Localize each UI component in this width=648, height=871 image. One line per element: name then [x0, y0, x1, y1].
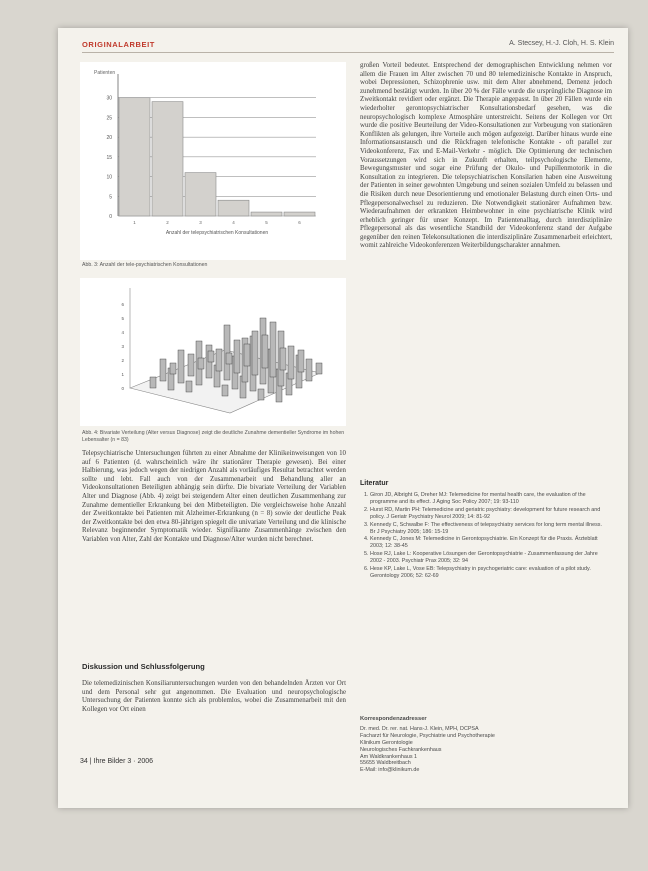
correspondence-line: Dr. med. Dr. rer. nat. Hans-J. Klein, MPH, DCPSA — [360, 725, 479, 732]
x-tick-label: 2 — [166, 220, 169, 225]
bar3d-column — [280, 348, 286, 370]
section-label: ORIGINALARBEIT — [82, 40, 155, 49]
z-tick-label: 1 — [121, 372, 124, 377]
z-tick-label: 0 — [121, 386, 124, 391]
y-tick-label: 20 — [106, 135, 112, 142]
bar3d-column — [216, 349, 222, 371]
x-tick-label: 4 — [232, 220, 235, 225]
reference-item: 1. Giron JD, Albright G, Dreher MJ: Telemedicine for mental health care, the evaluation of the programme and its effect. J Aging Soc Policy 2007; 19: 93-110 — [370, 492, 608, 506]
bar3d-column — [252, 331, 258, 375]
bar3d-column — [150, 377, 156, 388]
paragraph: Telepsychiatrische Untersuchungen führten zu einer Abnahme der Klinikeinweisungen von 10 auf 6 Patienten (d. wahrscheinlich wäre ihr stationärer Therapie gewesen). Bei einer Halbierung, was jedoch wegen der niedrigen Anzahl als vorläufiges Resultat betrachtet werden sollte und lebt. Fall auch von der Zusammenarbeit und Behandlung aller an Videokonsultationen Beteiligten abhängig sein dürfte. Die bivariate Verteilung der Variablen Alter und Diagnose (Abb. 4) zeigt bei steigendem Alter einen deutlichen Zusammenhang zur Zunahme dementieller Erkrankung bei den Mitbeteiligten. Die vergleichsweise hohe Anzahl der Zweitkontakte bei Patienten mit Alzheimer-Erkrankung (n = 8) sowie der deutliche Peak der Zweitkontakte bei den etwa 80-jährigen spiegelt die univariate Verteilung und die klinische Relevanz beginnender Symptomatik wieder. Signifikante Zusammenhänge zwischen den Variablen von Alter, Zahl der Kontakte und Diagnose/Alter wurden nicht berechnet. — [82, 450, 346, 543]
x-tick-label: 1 — [133, 220, 136, 225]
x-tick-label: 3 — [199, 220, 202, 225]
reference-item: 2. Hurst RD, Martin PH: Telemedicine and geriatric psychiatry: development for future research and policy. J Geriatr Psychiatry Neurol 2009; 14: 81-92 — [370, 507, 608, 521]
x-axis-title: Anzahl der telepsychiatrischen Konsultationen — [165, 230, 269, 236]
body-column-right — [360, 62, 612, 251]
bar3d-column — [170, 363, 176, 374]
figure-3 — [80, 62, 346, 260]
bar3d-column — [186, 381, 192, 392]
y-tick-label: 25 — [106, 115, 112, 122]
bar3d-column — [222, 385, 228, 396]
bar3d-column — [298, 350, 304, 372]
page-footer: 34 | Ihre Bilder 3 · 2006 — [80, 758, 154, 765]
references — [360, 492, 608, 581]
reference-item: 4. Kennedy C, Jones M: Telemedicine in Gerontopsychiatrie. Ein Konzept für die Praxis. Ärzteblatt 2003; 12: 38-45 — [370, 536, 608, 550]
body-column-left — [82, 450, 346, 545]
bar3d-column — [234, 340, 240, 373]
bar3d-column — [262, 335, 268, 368]
correspondence-line: Am Waldkrankenhaus 1 — [360, 753, 418, 760]
bar — [119, 98, 150, 216]
running-header — [82, 40, 614, 53]
correspondence-line: 55655 Waldbreitbach — [360, 760, 411, 767]
bar3d-column — [316, 363, 322, 374]
correspondence-line: Neurologisches Fachkrankenhaus — [360, 746, 442, 753]
bar3d-chart — [80, 278, 346, 426]
bar3d-column — [198, 358, 204, 369]
bar3d-column — [208, 351, 214, 362]
paragraph: großen Vorteil bedeutet. Entsprechend der demographischen Entwicklung nehmen vor allem die Frauen im Alter zwischen 70 und 80 telemedizinische Kontakte in Anspruch, wobei Depressionen, Schizophrenie usw. mit dem Alter abnehmend, Demenz jedoch zunehmend bestätigt wurden. In über 20 % der Fälle wurde die ursprüngliche Diagnose im Zweitkontakt revidiert oder ergänzt. Die Therapie angepasst. In über 20 Fällen wurde ein wiederholter gerontopsychiatrischer Konsultationsbedarf gesehen, was die neuropsychologisch komplexe Atmosphäre unterstreicht. Seitens der Kollegen vor Ort wurde die positive Beurteilung der Video-Konsultationen zur Vorbeugung von stationären Konflikten als gelungen, ihre Vorteile auch mögen aufgezeigt. Darüber hinaus wurde eine Informationsaustausch und die Rückfragen telefonische Kontakte - oft parallel zur Videokonferenz, Fax und E-Mail-Verkehr - möglich. Die Optimierung der technischen Voraussetzungen wird sich in Zukunft erhalten, teilpsychologische Elemente, Bewegungsmuster und sogar eine Prüfung der Okulo- und Pupillenmotorik in die Konsultation zu integrieren. Die telepsychiatrischen Konsilarien haben eine Ausweitung der Patienten in seiner gewohnten Umgebung und seinen sozialen Umfeld zu belassen und die Risiken durch neue Desorientierung und emotionaler Belastung durch einen Orts- und Pflegepersonalwechsel zu reduzieren. Die Notwendigkeit stationärer Aufnahmen bzw. Wiederaufnahmen der erkrankten Heimbewohner in eine psychiatrische Klinik wird erheblich geringer für unser Konzept. Im Patientenalltag, durch interdisziplinäre Pflegepersonal als das wesentliche Standbild der Videokonferenz stand der Aufgabe gegenüber den reinen Telekonsultationen die interdisziplinäre Zusammenarbeit erleichtert, womit zahlreiche Videokonferenzen Weiterbildungscharakter annahmen. — [360, 62, 612, 250]
bar — [185, 173, 216, 216]
y-tick-label: 15 — [106, 154, 112, 161]
reference-item: 5. Hose RJ, Lake L: Kooperative Lösungen der Gerontopsychiatrie - Zusammenfassung der Jahre 2002 - 2003. Psychiatr Prax 2005; 32: 94 — [370, 551, 608, 565]
figure-4 — [80, 278, 346, 426]
z-tick-label: 5 — [121, 316, 124, 321]
y-tick-label: 30 — [106, 95, 112, 102]
y-axis-title: Patienten — [94, 70, 116, 76]
bar3d-column — [188, 354, 194, 376]
bar — [218, 200, 249, 216]
bar3d-column — [178, 350, 184, 383]
bar3d-column — [226, 353, 232, 364]
correspondence-line: Klinikum Gerontologie — [360, 739, 413, 746]
z-tick-label: 2 — [121, 358, 124, 363]
bar3d-column — [270, 322, 276, 377]
figure-3-caption: Abb. 3: Anzahl der tele-psychiatrischen Konsultationen — [82, 262, 208, 268]
bar3d-column — [306, 359, 312, 381]
y-tick-label: 5 — [109, 194, 112, 201]
references-heading: Literatur — [360, 480, 389, 487]
bar3d-column — [224, 325, 230, 380]
bar3d-column — [288, 346, 294, 379]
bar3d-column — [258, 389, 264, 400]
paragraph: Die telemedizinischen Konsiliaruntersuchungen wurden von den behandelnden Ärzten vor Ort und dem Personal sehr gut angenommen. Die Evaluation und neuropsychologische Untersuchung der Patienten konnte sich als problemlos, wobei die Zusammenarbeit mit den Kollegen vor Ort einen — [82, 680, 346, 713]
figure-4-caption: Abb. 4: Bivariate Verteilung (Alter versus Diagnose) zeigt die deutliche Zunahme dementieller Syndrome im hohen Lebensalter (n = 83) — [82, 430, 345, 443]
body-column-left-cont — [82, 680, 346, 714]
reference-item: 3. Kennedy C, Schwalbe F: The effectiveness of telepsychiatry services for long term mental illness. Br J Psychiatry 2005; 186: 15-19 — [370, 522, 608, 536]
z-tick-label: 3 — [121, 344, 124, 349]
bar — [251, 212, 282, 216]
bar3d-column — [244, 344, 250, 366]
bar-chart — [80, 62, 346, 260]
section-heading: Diskussion und Schlussfolgerung — [82, 662, 205, 671]
correspondence-block — [360, 716, 608, 774]
correspondence-title: Korrespondenzadresser — [360, 716, 427, 722]
bar — [152, 102, 183, 216]
author-line: A. Stecsey, H.-J. Cloh, H. S. Klein — [509, 40, 614, 47]
x-tick-label: 5 — [265, 220, 268, 225]
correspondence-line: E-Mail: info@klinikum.de — [360, 767, 420, 774]
x-tick-label: 6 — [298, 220, 301, 225]
z-tick-label: 4 — [121, 330, 124, 335]
journal-page — [58, 28, 628, 808]
y-tick-label: 10 — [106, 174, 112, 181]
y-tick-label: 0 — [109, 214, 112, 220]
bar — [284, 212, 315, 216]
correspondence-line: Facharzt für Neurologie, Psychiatrie und Psychotherapie — [360, 732, 495, 739]
z-tick-label: 6 — [121, 302, 124, 307]
bar3d-column — [160, 359, 166, 381]
reference-item: 6. Hese KP, Lake L, Vose EB: Telepsychiatry in psychogeriatric care: evaluation of a pilot study. Gerontology 2006; 52: 62-69 — [370, 566, 608, 580]
